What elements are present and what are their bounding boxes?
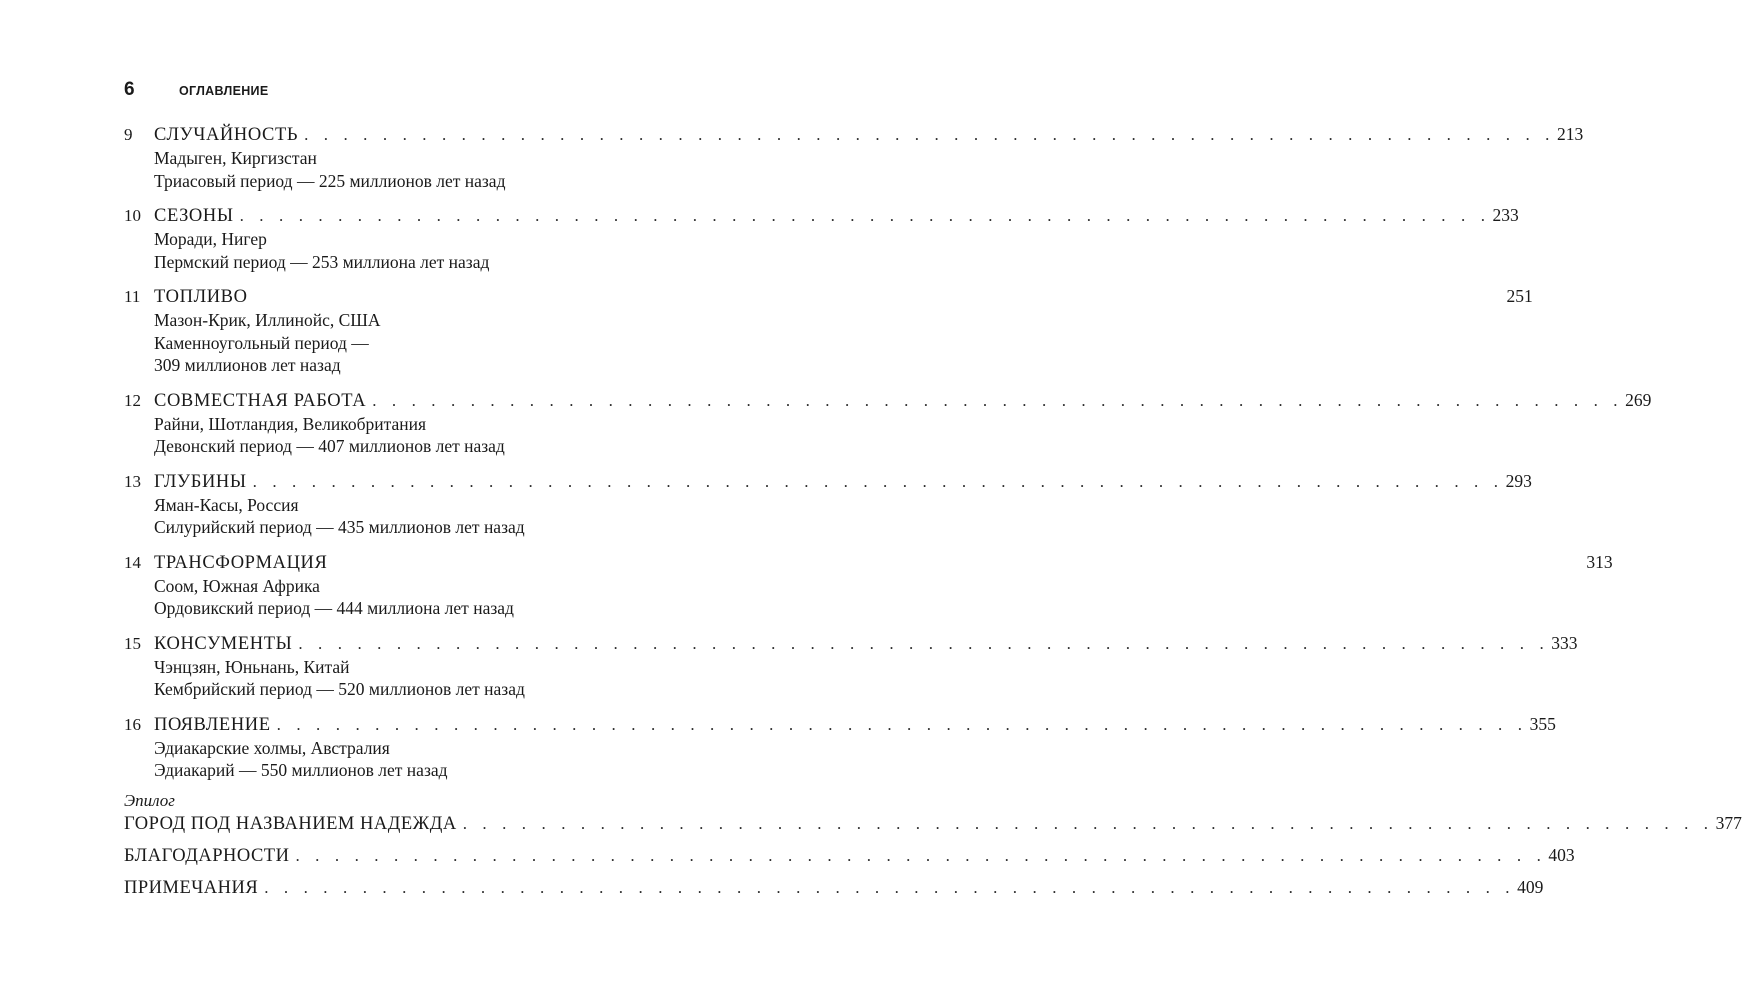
toc-back-matter-entry[interactable] [124,843,1575,868]
chapter-subtitle-line: 309 миллионов лет назад [154,355,341,375]
back-matter-title: БЛАГОДАРНОСТИ [124,845,290,866]
chapter-number: 9 [124,125,133,144]
dot-leader: . . . . . . . . . . . . . . . . . . . . . . . . . . . . . . . . . . . . . . . . . . . . . . . . . . . . . . . . . . . . . . . . [304,125,1556,144]
dot-leader: . . . . . . . . . . . . . . . . . . . . . . . . . . . . . . . . . . . . . . . . . . . . . . . . . . . . . . . . . . . . . . . . [276,714,1528,734]
dot-leader: . . . . . . . . . . . . . . . . . . . . . . . . . . . . . . . . . . . . . . . . . . . . . . . . . . . . . . . . . . . . . . . . [372,390,1624,410]
toc-entry-line [124,550,1613,575]
chapter-title: СОВМЕСТНАЯ РАБОТА [154,390,367,411]
epilogue-title: ГОРОД ПОД НАЗВАНИЕМ НАДЕЖДА [124,813,457,834]
chapter-subtitle-line: Девонский период — 407 миллионов лет назад [154,436,505,456]
toc-chapter-entry[interactable] [124,122,1584,192]
toc-entry-line [124,203,1519,228]
chapter-subtitle-line: Эдиакарские холмы, Австралия [154,737,390,758]
toc-entry-line [124,631,1578,656]
chapter-subtitle-line: Мадыген, Киргизстан [154,148,317,168]
chapter-number: 10 [124,206,141,225]
chapter-title: ТРАНСФОРМАЦИЯ [154,552,328,573]
toc-entry-line [124,843,1575,868]
dot-leader: . . . . . . . . . . . . . . . . . . . . . . . . . . . . . . . . . . . . . . . . . . . . . . . . . . . . . . . . . . . . . . . . [295,845,1547,865]
chapter-subtitle-line: Моради, Нигер [154,229,267,249]
toc-entry-line [124,284,1533,309]
chapter-subtitle-line: Силурийский период — 435 миллионов лет назад [154,517,525,537]
chapter-number: 15 [124,633,141,653]
chapter-subtitle-line: Ордовикский период — 444 миллиона лет назад [154,598,514,618]
chapter-number: 14 [124,552,141,572]
toc-entry-line [124,875,1544,900]
toc-back-matter-entry[interactable] [124,875,1544,900]
running-head [124,79,268,101]
dot-leader: . . . . . . . . . . . . . . . . . . . . . . . . . . . . . . . . . . . . . . . . . . . . . . . . . . . . . . . . . . . . . . . . [252,471,1504,491]
chapter-number: 13 [124,471,141,491]
chapter-title: КОНСУМЕНТЫ [154,633,293,654]
chapter-page-number: 333 [1551,632,1578,653]
toc-chapter-entry[interactable] [124,631,1578,701]
chapter-number: 16 [124,714,141,734]
toc-entry-line [124,712,1556,737]
chapter-page-number: 233 [1492,205,1519,225]
toc-chapter-entry[interactable] [124,550,1613,620]
running-title: ОГЛАВЛЕНИЕ [179,84,269,98]
toc-entry-line [124,469,1532,494]
back-matter-page-number: 409 [1517,876,1544,897]
chapter-subtitle-line: Кембрийский период — 520 миллионов лет назад [154,679,525,699]
chapter-title: СЕЗОНЫ [154,206,234,226]
dot-leader: . . . . . . . . . . . . . . . . . . . . . . . . . . . . . . . . . . . . . . . . . . . . . . . . . . . . . . . . . . . . . . . . [462,813,1714,833]
dot-leader: . . . . . . . . . . . . . . . . . . . . . . . . . . . . . . . . . . . . . . . . . . . . . . . . . . . . . . . . . . . . . . . . [239,206,1491,225]
chapter-page-number: 355 [1529,713,1556,734]
toc-entry-line [124,811,1742,836]
toc-entry-line [124,122,1584,147]
chapter-title: ТОПЛИВО [154,287,248,307]
chapter-subtitle-line: Эдиакарий — 550 миллионов лет назад [154,760,448,780]
chapter-subtitle-line: Триасовый период — 225 миллионов лет назад [154,170,506,191]
toc-chapter-entry[interactable] [124,469,1532,539]
epilogue-label: Эпилог [124,790,175,810]
chapter-page-number: 251 [1506,286,1533,306]
page-number: 6 [124,79,135,100]
chapter-page-number: 213 [1557,124,1584,144]
chapter-subtitle-line: Каменноугольный период — [154,332,369,353]
chapter-title: СЛУЧАЙНОСТЬ [154,125,299,145]
chapter-subtitle-line: Пермский период — 253 миллиона лет назад [154,251,490,272]
toc-epilogue-entry[interactable] [124,790,1742,836]
epilogue-page-number: 377 [1715,812,1742,833]
chapter-subtitle-line: Чэнцзян, Юньнань, Китай [154,656,350,677]
back-matter-page-number: 403 [1548,844,1575,865]
chapter-title: ПОЯВЛЕНИЕ [154,714,271,735]
chapter-title: ГЛУБИНЫ [154,471,247,492]
chapter-page-number: 293 [1505,470,1532,491]
chapter-page-number: 269 [1625,389,1652,410]
dot-leader: . . . . . . . . . . . . . . . . . . . . . . . . . . . . . . . . . . . . . . . . . . . . . . . . . . . . . . . . . . . . . . . . [298,633,1550,653]
chapter-subtitle-line: Соом, Южная Африка [154,575,320,596]
toc-chapter-entry[interactable] [124,712,1556,782]
dot-leader: . . . . . . . . . . . . . . . . . . . . . . . . . . . . . . . . . . . . . . . . . . . . . . . . . . . . . . . . . . . . . . . . [264,877,1516,897]
toc-chapter-entry[interactable] [124,284,1533,377]
back-matter-title: ПРИМЕЧАНИЯ [124,877,259,898]
chapter-page-number: 313 [1586,551,1613,572]
table-of-contents [124,122,1742,907]
chapter-number: 12 [124,390,141,410]
dot-leader [248,285,1507,309]
toc-chapter-entry[interactable] [124,203,1519,273]
toc-chapter-entry[interactable] [124,388,1652,458]
chapter-subtitle-line: Яман-Касы, Россия [154,494,299,515]
toc-entry-line [124,388,1652,413]
chapter-number: 11 [124,287,141,306]
dot-leader [327,551,1586,575]
chapter-subtitle-line: Райни, Шотландия, Великобритания [154,413,426,434]
chapter-subtitle-line: Мазон-Крик, Иллинойс, США [154,310,381,330]
